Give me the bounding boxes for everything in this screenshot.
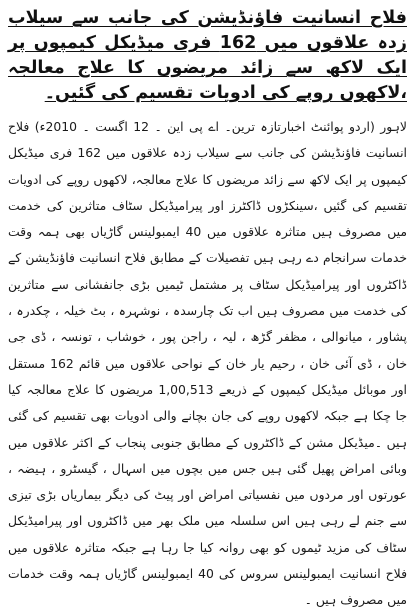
article-body: لاہور (اردو پوائنٹ اخبارتازہ ترین۔ اے پی این ۔ 12 اگست ۔ 2010ء) فلاح انسانیت فاؤنڈیشن کی جانب سے سیلاب زدہ علاقوں میں 162 فری میڈیکل کیمپوں پر ایک لاکھ سے زائد مریضوں کا علاج معالجہ، لاکھوں روپے کی ادویات تقسیم کی گئیں ،سینکڑوں ڈاکٹرز اور پیرامیڈیکل سٹاف متاثرین کی خدمت میں مصروف ہیں متاثرہ علاقوں میں 40 ایمبولینس گاڑیاں بھی ہمہ وقت خدمات سرانجام دے رہی ہیں تفصیلات کے مطابق فلاح انسانیت فاؤنڈیشن کے ڈاکٹروں اور پیرامیڈیکل سٹاف پر مشتمل ٹیمیں بڑی جانفشانی سے متاثرین کی خدمت میں مصروف ہیں اب تک چارسدہ ، نوشہرہ ، بٹ خیلہ ، چکدرہ ، پشاور ، میانوالی ، مظفر گڑھ ، لیہ ، راجن پور ، خوشاب ، تونسہ ، ڈی جی خان ، ڈی آئی خان ، رحیم یار خان کے نواحی علاقوں میں قائم 162 مستقل اور موبائل میڈیکل کیمپوں کے ذریعے 1,00,513 مریضوں کا علاج معالجہ کیا جا چکا ہے جبکہ لاکھوں روپے کی جان بچانے والی ادویات بھی تقسیم کی گئی ہیں ۔میڈیکل مشن کے ڈاکٹروں کے مطابق جنوبی پنجاب کے اکثر علاقوں میں وبائی امراض پھیل گئی ہیں جس میں بچوں میں اسہال ، گیسٹرو ، ہیضہ ، عورتوں اور مردوں میں نفسیاتی امراض اور پیٹ کی دیگر بیماریاں بڑی تیزی سے جنم لے رہی ہیں اس سلسلہ میں ملک بھر میں ڈاکٹروں اور پیرامیڈیکل سٹاف کی مزید ٹیموں کو بھی روانہ کیا جا رہا ہے جبکہ متاثرہ علاقوں میں فلاح انسانیت ایمبولینس سروس کی 40 ایمبولینس گاڑیاں ہمہ وقت خدمات میں مصروف ہیں ۔	[8, 119, 407, 608]
article-headline: فلاح انسانیت فاؤنڈیشن کی جانب سے سیلاب زدہ علاقوں میں 162 فری میڈیکل کیمپوں پر ایک لاکھ سے زائد مریضوں کا علاج معالجہ ،لاکھوں روپے کی ادویات تقسیم کی گئیں۔	[8, 8, 407, 103]
